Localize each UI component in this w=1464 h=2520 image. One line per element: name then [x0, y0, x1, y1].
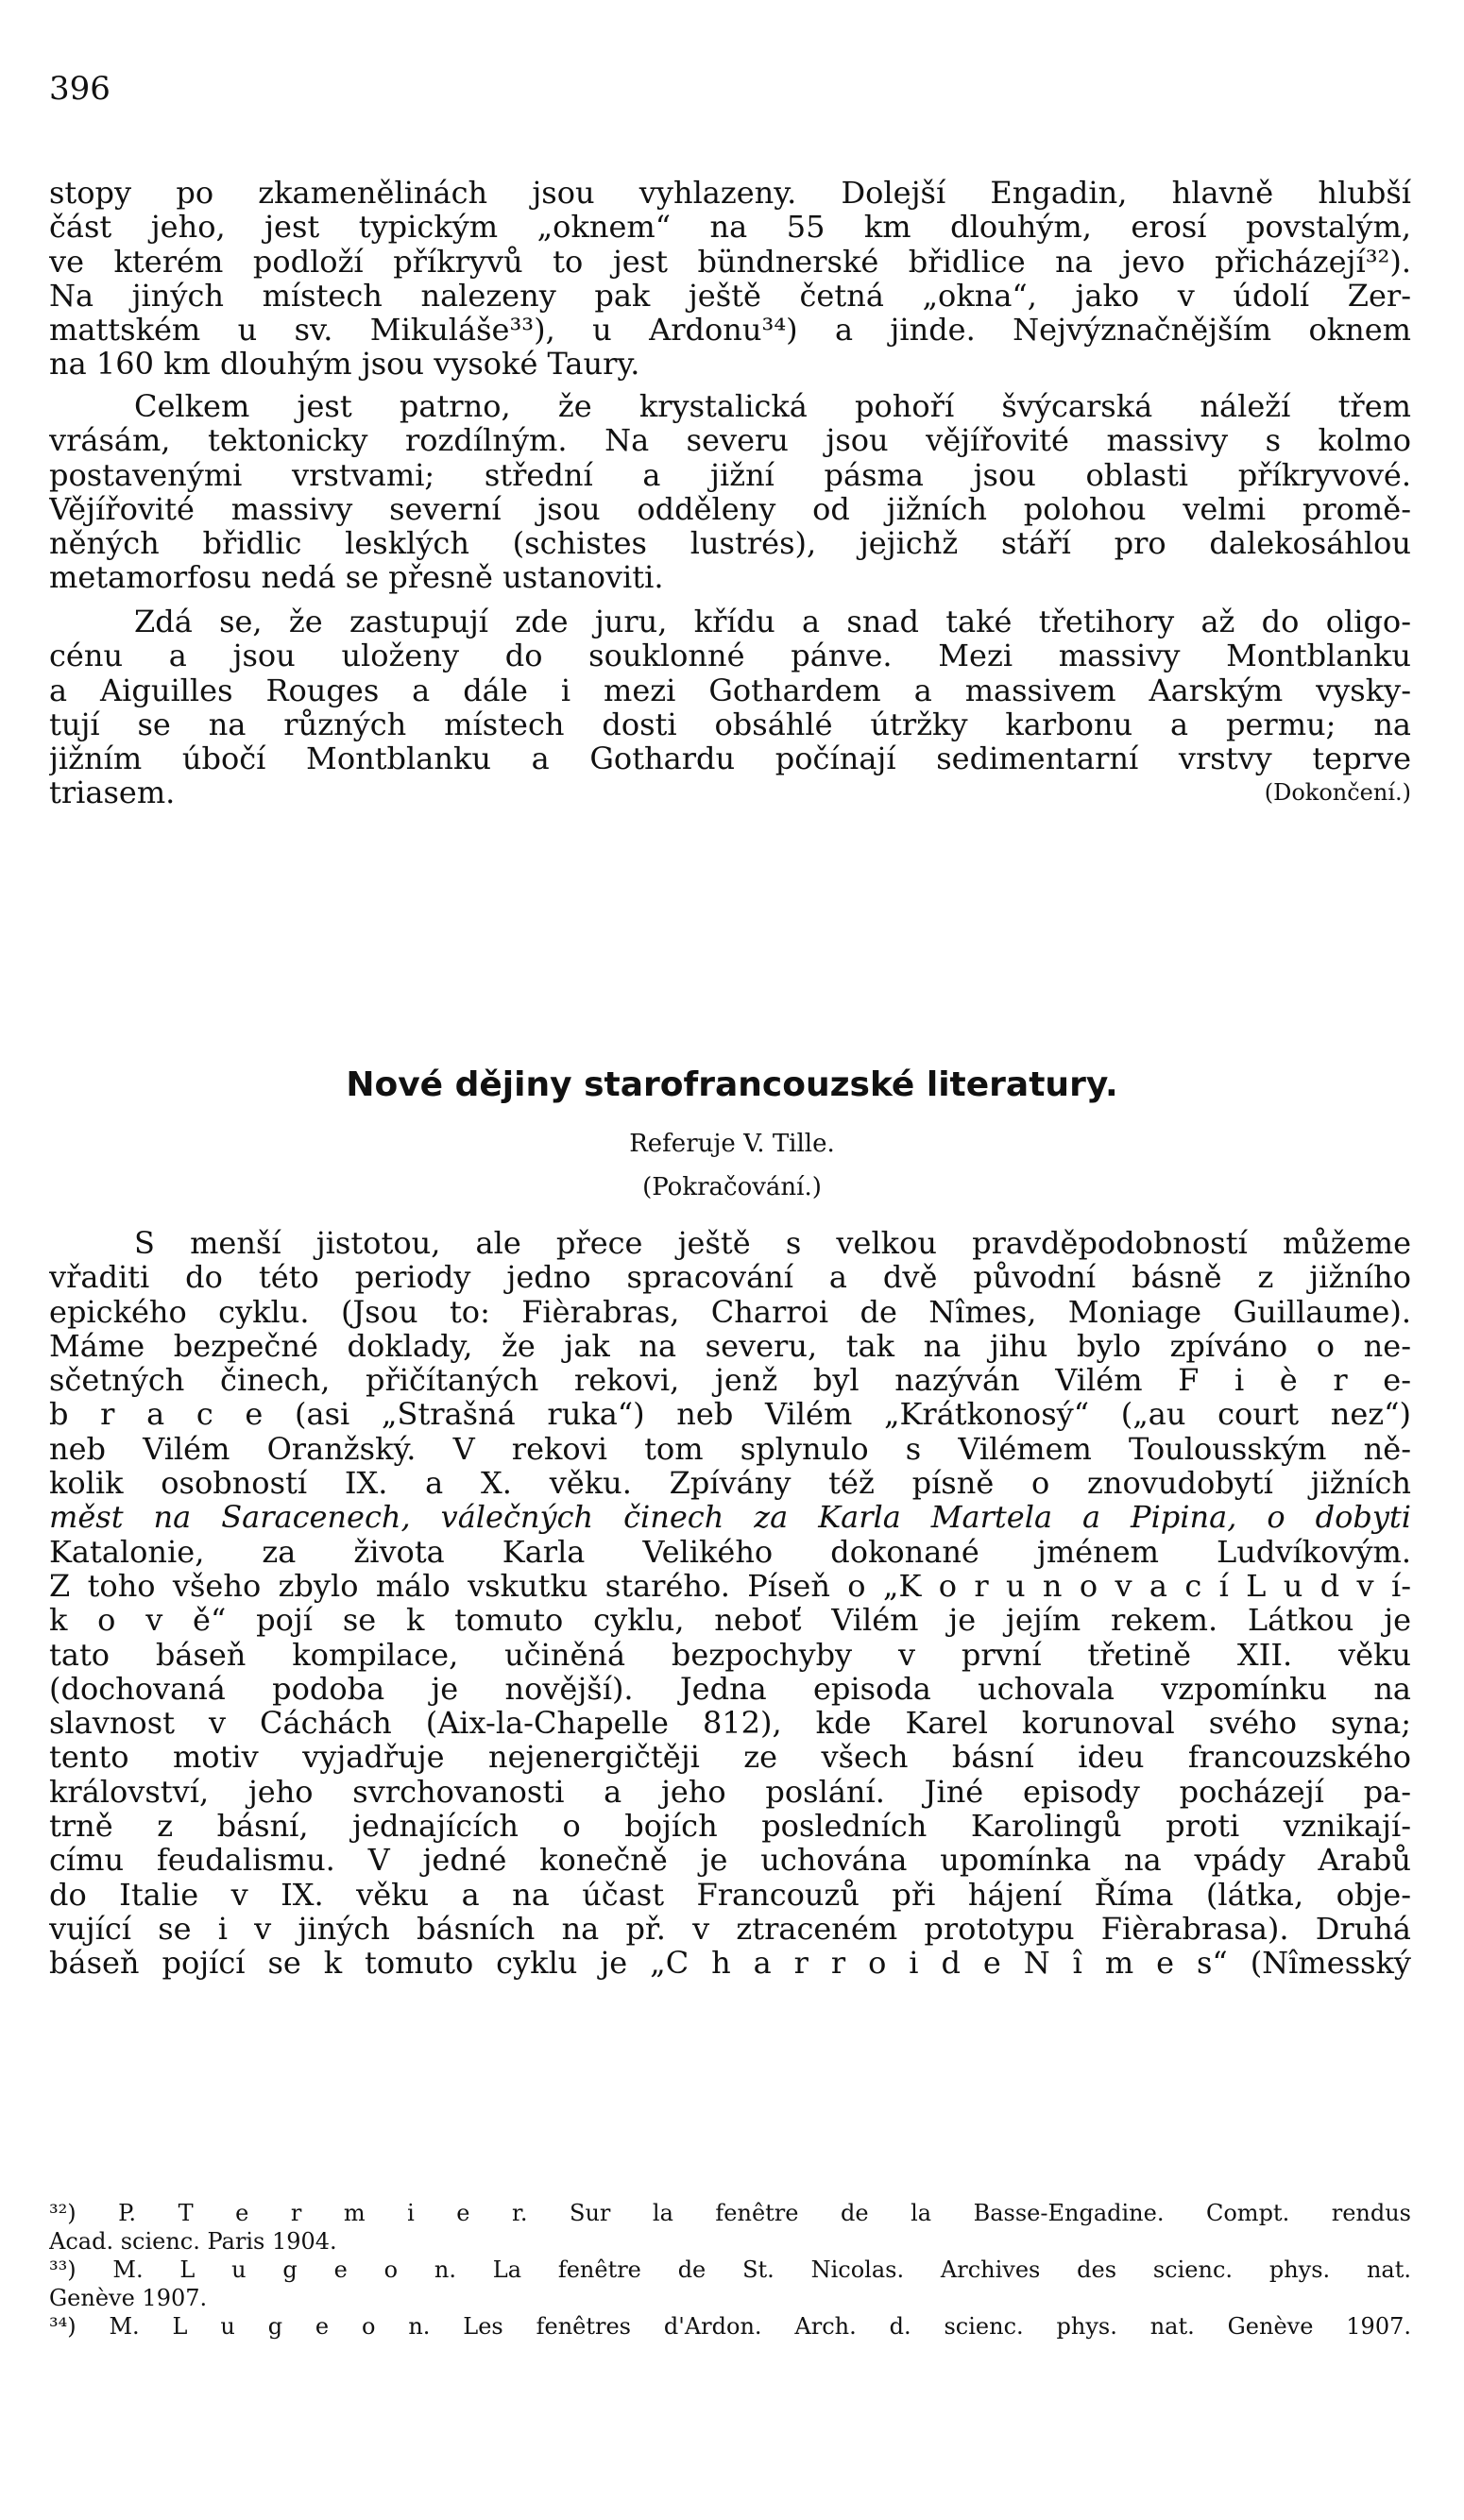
footnote-line: ³⁴) M. L u g e o n. Les fenêtres d'Ardon. Arch. d. scienc. phys. nat. Genève 1907. [49, 2313, 1411, 2340]
article-title: Nové dějiny starofrancouzské literatury. [346, 1065, 1118, 1104]
text-line: Z toho všeho zbylo málo vskutku starého. Píseň o „K o r u n o v a c í L u d v í- [49, 1568, 1411, 1604]
text-line: Katalonie, za života Karla Velikého dokonané jménem Ludvíkovým. [49, 1534, 1411, 1569]
text-line: Celkem jest patrno, že krystalická pohoří švýcarská náleží třem [134, 389, 1411, 424]
text-line: slavnost v Cáchách (Aix-la-Chapelle 812), kde Karel korunoval svého syna; [49, 1706, 1411, 1741]
text-line: do Italie v IX. věku a na účast Francouzů při hájení Říma (látka, obje- [49, 1877, 1411, 1912]
text-line: S menší jistotou, ale přece ještě s velkou pravděpodobností můžeme [134, 1226, 1411, 1261]
text-line: vrásám, tektonicky rozdílným. Na severu jsou vějířovité massivy s kolmo [49, 423, 1411, 458]
text-line: cénu a jsou uloženy do souklonné pánve. Mezi massivy Montblanku [49, 639, 1411, 673]
text-line: neb Vilém Oranžský. V rekovi tom splynulo s Vilémem Toulousským ně- [49, 1431, 1411, 1467]
text-line: ve kterém podloží příkryvů to jest bündnerské břidlice na jevo přicházejí³²). [49, 244, 1411, 279]
text-line: Vějířovité massivy severní jsou odděleny od jižních polohou velmi promě- [49, 491, 1411, 527]
text-line: něných břidlic lesklých (schistes lustrés), jejichž stáří pro dalekosáhlou [49, 526, 1411, 561]
article-byline: Referuje V. Tille. [629, 1130, 835, 1158]
text-line: címu feudalismu. V jedné konečně je uchována upomínka na vpády Arabů [49, 1843, 1411, 1878]
text-line: Máme bezpečné doklady, že jak na severu, tak na jihu bylo zpíváno o ne- [49, 1328, 1411, 1364]
text-line: postavenými vrstvami; střední a jižní pásma jsou oblasti příkryvové. [49, 457, 1411, 492]
footnote-line: ³³) M. L u g e o n. La fenêtre de St. Nicolas. Archives des scienc. phys. nat. [49, 2256, 1411, 2283]
text-line [49, 775, 1411, 809]
text-line: Zdá se, že zastupují zde juru, křídu a snad také třetihory až do oligo- [134, 604, 1411, 639]
text-line: epického cyklu. (Jsou to: Fièrabras, Charroi de Nîmes, Moniage Guillaume). [49, 1294, 1411, 1329]
text-line: mattském u sv. Mikuláše³³), u Ardonu³⁴) a jinde. Nejvýznačnějším oknem [49, 313, 1411, 348]
footnote-line: Genève 1907. [49, 2285, 208, 2311]
text-line: sčetných činech, přičítaných rekovi, jenž byl nazýván Vilém F i è r e- [49, 1363, 1411, 1398]
continued-note: (Dokončení.) [1264, 779, 1411, 807]
text-line: vřaditi do této periody jedno spracování a dvě původní básně z jižního [49, 1260, 1411, 1295]
text-line: tato báseň kompilace, učiněná bezpochyby v první třetině XII. věku [49, 1637, 1411, 1672]
text-line: stopy po zkamenělinách jsou vyhlazeny. Dolejší Engadin, hlavně hlubší [49, 176, 1411, 211]
text-fragment: triasem. [49, 775, 176, 810]
top-paragraph-2 [49, 389, 1411, 595]
text-line: jižním úbočí Montblanku a Gothardu počínají sedimentarní vrstvy teprve [49, 741, 1411, 776]
text-line: kolik osobností IX. a X. věku. Zpívány též písně o znovudobytí jižních [49, 1466, 1411, 1501]
page-number: 396 [49, 70, 111, 108]
text-line: tují se na různých místech dosti obsáhlé útržky karbonu a permu; na [49, 707, 1411, 742]
footnote-line: ³²) P. T e r m i e r. Sur la fenêtre de la Basse-Engadine. Compt. rendus [49, 2200, 1411, 2226]
top-paragraph-3 [49, 604, 1411, 810]
text-line: trně z básní, jednajících o bojích posledních Karolingů proti vznikají- [49, 1809, 1411, 1844]
text-line: a Aiguilles Rouges a dále i mezi Gothardem a massivem Aarským vysky- [49, 673, 1411, 707]
article-status: (Pokračování.) [642, 1173, 822, 1201]
text-line: metamorfosu nedá se přesně ustanoviti. [49, 560, 664, 595]
text-line: tento motiv vyjadřuje nejenergičtěji ze všech básní ideu francouzského [49, 1740, 1411, 1775]
text-line: část jeho, jest typickým „oknem“ na 55 km dlouhým, erosí povstalým, [49, 210, 1411, 245]
top-paragraph-1 [49, 176, 1411, 382]
text-line: vující se i v jiných básních na př. v ztraceném prototypu Fièrabrasa). Druhá [49, 1911, 1411, 1947]
text-line: Na jiných místech nalezeny pak ještě četná „okna“, jako v údolí Zer- [49, 278, 1411, 314]
text-line: b r a c e (asi „Strašná ruka“) neb Vilém „Krátkonosý“ („au court nez“) [49, 1397, 1411, 1432]
footnotes [49, 2199, 1411, 2341]
text-line: báseň pojící se k tomuto cyklu je „C h a r r o i d e N î m e s“ (Nîmesský [49, 1946, 1411, 1981]
footnote-line: Acad. scienc. Paris 1904. [49, 2228, 337, 2255]
text-line: k o v ě“ pojí se k tomuto cyklu, neboť Vilém je jejím rekem. Látkou je [49, 1603, 1411, 1638]
text-line: na 160 km dlouhým jsou vysoké Taury. [49, 347, 640, 382]
text-line: měst na Saracenech, válečných činech za Karla Martela a Pipina, o dobyti [49, 1500, 1411, 1535]
text-line: království, jeho svrchovanosti a jeho poslání. Jiné episody pocházejí pa- [49, 1774, 1411, 1810]
article-body [49, 1226, 1411, 1981]
text-line: (dochovaná podoba je novější). Jedna episoda uchovala vzpomínku na [49, 1671, 1411, 1707]
